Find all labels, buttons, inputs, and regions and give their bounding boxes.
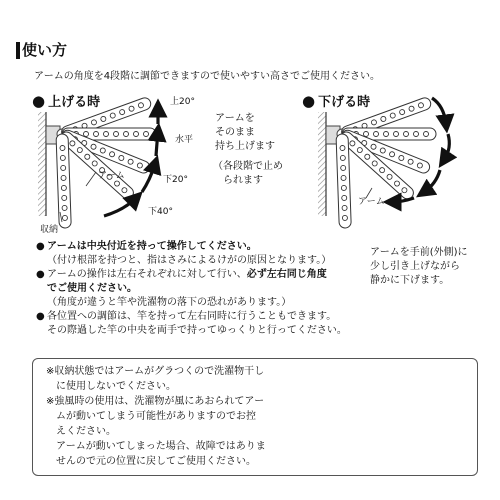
usage-note-line [36,282,336,296]
intro-text: アームの角度を4段階に調節できますので使いやすい高さでご使用ください。 [34,71,381,82]
up-arrow-1 [104,198,136,216]
lower-wall [318,112,326,216]
lower-arm-label: アーム [358,197,385,207]
usage-note-text: 各位置への調節は、竿を持って左右同時に行うこともできます。 [47,311,337,322]
usage-note-text: （付け根部を持つと、指はさみによるけがの原因となります。） [47,255,332,266]
raise-heading: 上げる時 [48,95,101,110]
raise-stop-note: （各段階で止め られます [213,161,283,186]
usage-note-text: でご使用ください。 [47,283,137,294]
caution-text: ※収納状態ではアームがグラつくので洗濯物干し に使用しないでください。 ※強風時の使用は、洗濯物が風にあおられてアー ムが動いてしまう可能性がありますのでお控 えください。 アームが動いてしまった場合、故障ではありま せんので元の位置に戻してご使用ください。 [46,366,266,467]
angle-label-down40: 下40° [148,207,173,217]
usage-note-text: アームの操作は左右それぞれに対して行い、 [47,269,247,280]
raise-instruction: アームを そのまま 持ち上げます [215,113,275,152]
angle-label-horizontal: 水平 [175,135,194,145]
usage-note-text: アームは中央付近を持って操作してください。 [47,241,257,252]
usage-note-text: （角度が違うと竿や洗濯物の落下の恐れがあります。） [47,297,292,308]
usage-note-line [36,268,336,282]
angle-label-up20: 上20° [170,97,195,107]
usage-note-line [36,240,336,254]
bullet-icon: ● [32,92,46,110]
arm-leader-line [86,172,96,186]
lower-arm-stowed [336,134,351,228]
usage-note-line [36,296,336,310]
raise-arm-stowed [56,134,71,228]
bullet-icon: ● [36,241,45,252]
usage-note-text: 必ず左右同じ角度 [246,269,327,280]
usage-note-line [36,310,336,324]
page-title: 使い方 [22,41,68,59]
usage-note-text: その際過した竿の中央を両手で持ってゆっくりと行ってください。 [47,325,347,336]
bullet-icon: ● [36,311,45,322]
usage-notes [36,240,347,338]
bullet-icon: ● [36,269,45,280]
usage-note-line [36,324,347,338]
lower-instruction: アームを手前(外側)に 少し引き上げながら 静かに下げます。 [370,247,468,286]
usage-note-line [36,254,336,268]
angle-label-down20: 下20° [163,175,188,185]
raise-arm-label: アーム [98,171,125,181]
bullet-icon: ● [302,92,316,110]
lower-heading: 下げる時 [318,95,371,110]
raise-wall [38,112,46,216]
stow-label: 収納 [40,225,59,235]
